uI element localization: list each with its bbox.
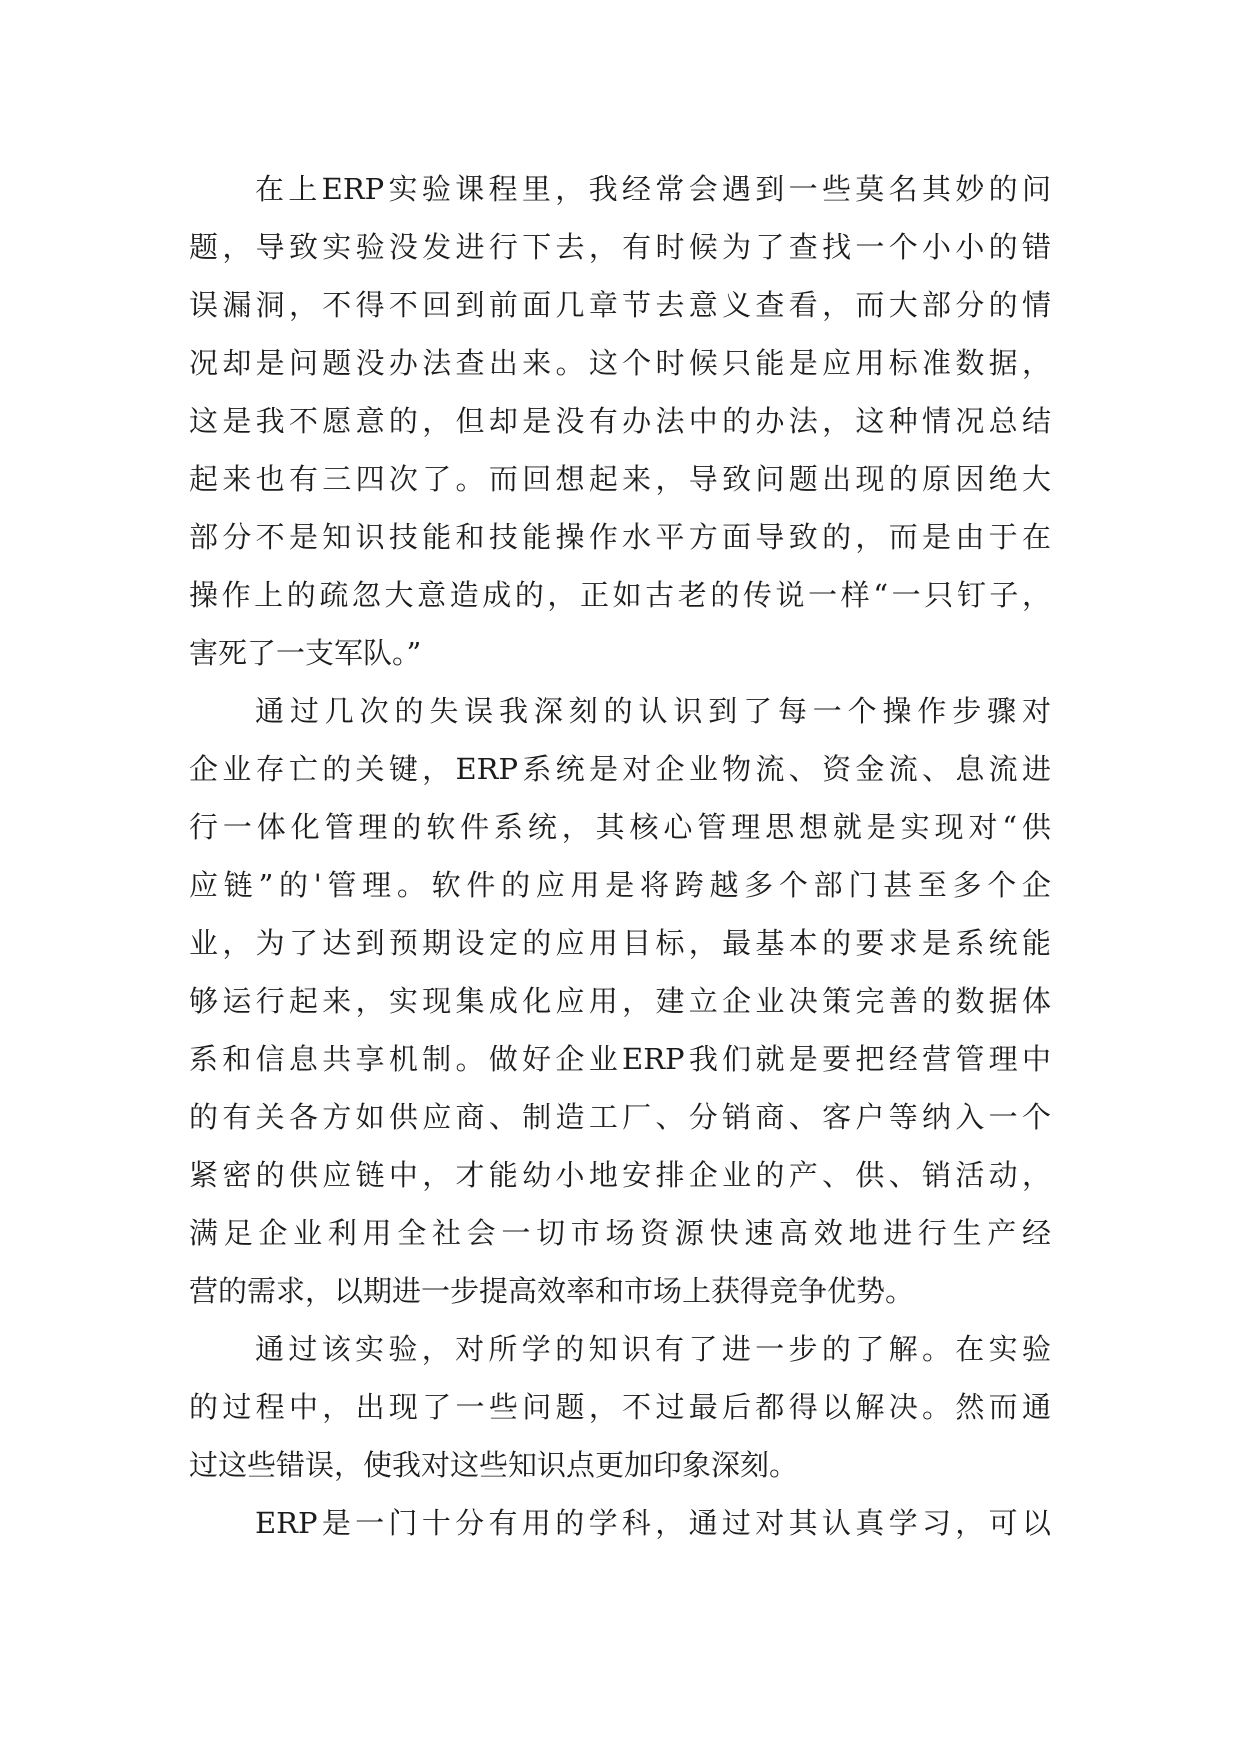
paragraph-2-line-11: 营的需求，以期进一步提高效率和市场上获得竞争优势。 [189, 1274, 915, 1308]
paragraph-1 [189, 160, 1051, 682]
paragraph-3 [189, 1320, 1051, 1494]
paragraph-4-line-1: ERP是一门十分有用的学科，通过对其认真学习，可以 [255, 1506, 1051, 1540]
paragraph-1-line-3: 误漏洞，不得不回到前面几章节去意义查看，而大部分的情 [189, 288, 1051, 322]
paragraph-1-line-8: 操作上的疏忽大意造成的，正如古老的传说一样“一只钉子， [189, 578, 1051, 612]
paragraph-2-line-5: 业，为了达到预期设定的应用目标，最基本的要求是系统能 [189, 926, 1051, 960]
paragraph-1-line-9: 害死了一支军队。” [189, 636, 422, 670]
paragraph-2-line-7: 系和信息共享机制。做好企业ERP我们就是要把经营管理中 [189, 1042, 1051, 1076]
paragraph-2-line-2: 企业存亡的关键，ERP系统是对企业物流、资金流、息流进 [189, 752, 1051, 786]
paragraph-1-line-1: 在上ERP实验课程里，我经常会遇到一些莫名其妙的问 [255, 172, 1051, 206]
paragraph-2 [189, 682, 1051, 1320]
paragraph-1-line-7: 部分不是知识技能和技能操作水平方面导致的，而是由于在 [189, 520, 1051, 554]
document-body [189, 160, 1051, 1552]
paragraph-2-line-10: 满足企业利用全社会一切市场资源快速高效地进行生产经 [189, 1216, 1051, 1250]
paragraph-3-line-3: 过这些错误，使我对这些知识点更加印象深刻。 [189, 1448, 799, 1482]
paragraph-1-line-6: 起来也有三四次了。而回想起来，导致问题出现的原因绝大 [189, 462, 1051, 496]
paragraph-2-line-6: 够运行起来，实现集成化应用，建立企业决策完善的数据体 [189, 984, 1051, 1018]
paragraph-2-line-4: 应链”的'管理。软件的应用是将跨越多个部门甚至多个企 [189, 868, 1051, 902]
paragraph-4 [189, 1494, 1051, 1552]
paragraph-2-line-8: 的有关各方如供应商、制造工厂、分销商、客户等纳入一个 [189, 1100, 1051, 1134]
paragraph-2-line-1: 通过几次的失误我深刻的认识到了每一个操作步骤对 [255, 694, 1051, 728]
paragraph-2-line-9: 紧密的供应链中，才能幼小地安排企业的产、供、销活动， [189, 1158, 1051, 1192]
paragraph-1-line-4: 况却是问题没办法查出来。这个时候只能是应用标准数据， [189, 346, 1051, 380]
paragraph-3-line-2: 的过程中，出现了一些问题，不过最后都得以解决。然而通 [189, 1390, 1051, 1424]
paragraph-1-line-5: 这是我不愿意的，但却是没有办法中的办法，这种情况总结 [189, 404, 1051, 438]
paragraph-2-line-3: 行一体化管理的软件系统，其核心管理思想就是实现对“供 [189, 810, 1051, 844]
paragraph-1-line-2: 题，导致实验没发进行下去，有时候为了查找一个小小的错 [189, 230, 1051, 264]
paragraph-3-line-1: 通过该实验，对所学的知识有了进一步的了解。在实验 [255, 1332, 1051, 1366]
